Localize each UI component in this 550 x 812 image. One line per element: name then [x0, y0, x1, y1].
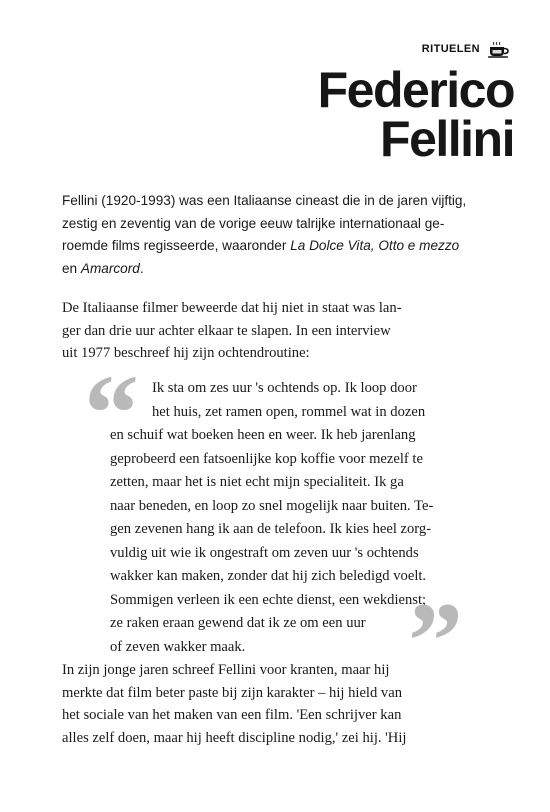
quote-line: Sommigen verleen ik een echte dienst, een wekdienst;: [110, 591, 427, 608]
body-paragraph-2: [62, 659, 502, 749]
intro-text: .: [139, 260, 144, 276]
paragraph-line: alles zelf doen, maar hij heeft discipline nodig,' zei hij. 'Hij: [62, 729, 407, 746]
section-label: RITUELEN: [421, 43, 480, 55]
quote-line: ze raken eraan gewend dat ik ze om een uur: [110, 615, 366, 631]
paragraph-line: In zijn jonge jaren schreef Fellini voor kranten, maar hij: [62, 662, 390, 678]
open-quote-mark-icon: “: [84, 352, 139, 474]
quote-line: geprobeerd een fatsoenlijke kop koffie voor mezelf te: [110, 450, 423, 467]
quote-line: Ik sta om zes uur 's ochtends op. Ik loop door: [152, 380, 417, 396]
paragraph-line: merkte dat film beter paste bij zijn karakter – hij hield van: [62, 684, 402, 701]
page-title: [317, 62, 514, 167]
close-quote-mark-icon: ”: [408, 580, 463, 702]
paragraph-line: ger dan drie uur achter elkaar te slapen. In een interview: [62, 322, 391, 339]
intro-line: [62, 235, 502, 258]
intro-text: roemde films regisseerde, waaronder: [62, 238, 291, 253]
quote-line: gen zevenen hang ik aan de telefoon. Ik kies heel zorg-: [110, 521, 432, 537]
film-titles: La Dolce Vita, Otto e mezzo: [290, 238, 460, 253]
section-header: [422, 40, 512, 58]
paragraph-line: uit 1977 beschreef hij zijn ochtendroutine:: [62, 345, 310, 361]
paragraph-line: De Italiaanse filmer beweerde dat hij niet in staat was lan-: [62, 300, 402, 316]
quote-line: en schuif wat boeken heen en weer. Ik heb jarenlang: [110, 427, 416, 443]
quote-line: wakker kan maken, zonder dat hij zich beledigd voelt.: [110, 568, 427, 584]
intro-text: en: [62, 260, 81, 276]
intro-line: zestig en zeventig van de vorige eeuw talrijke internationaal ge-: [62, 215, 445, 231]
title-line-1: Federico: [317, 62, 514, 118]
quote-line: naar beneden, en loop zo snel mogelijk naar buiten. Te-: [110, 497, 434, 514]
quote-line: zetten, maar het is niet echt mijn specialiteit. Ik ga: [110, 474, 404, 490]
quote-line: vuldig uit wie ik ongestraft om zeven uur 's ochtends: [110, 544, 419, 561]
film-title: Amarcord: [80, 260, 140, 276]
quote-line: of zeven wakker maak.: [110, 638, 246, 655]
paragraph-line: het sociale van het maken van een film. 'Een schrijver kan: [62, 707, 402, 723]
intro-line: [62, 258, 502, 281]
coffee-cup-icon: [486, 40, 512, 58]
quote-line: het huis, zet ramen open, rommel wat in dozen: [152, 403, 426, 420]
intro-line: Fellini (1920-1993) was een Italiaanse cineast die in de jaren vijftig,: [62, 193, 467, 208]
title-line-2: Fellini: [380, 111, 514, 167]
intro-paragraph: [62, 190, 502, 280]
